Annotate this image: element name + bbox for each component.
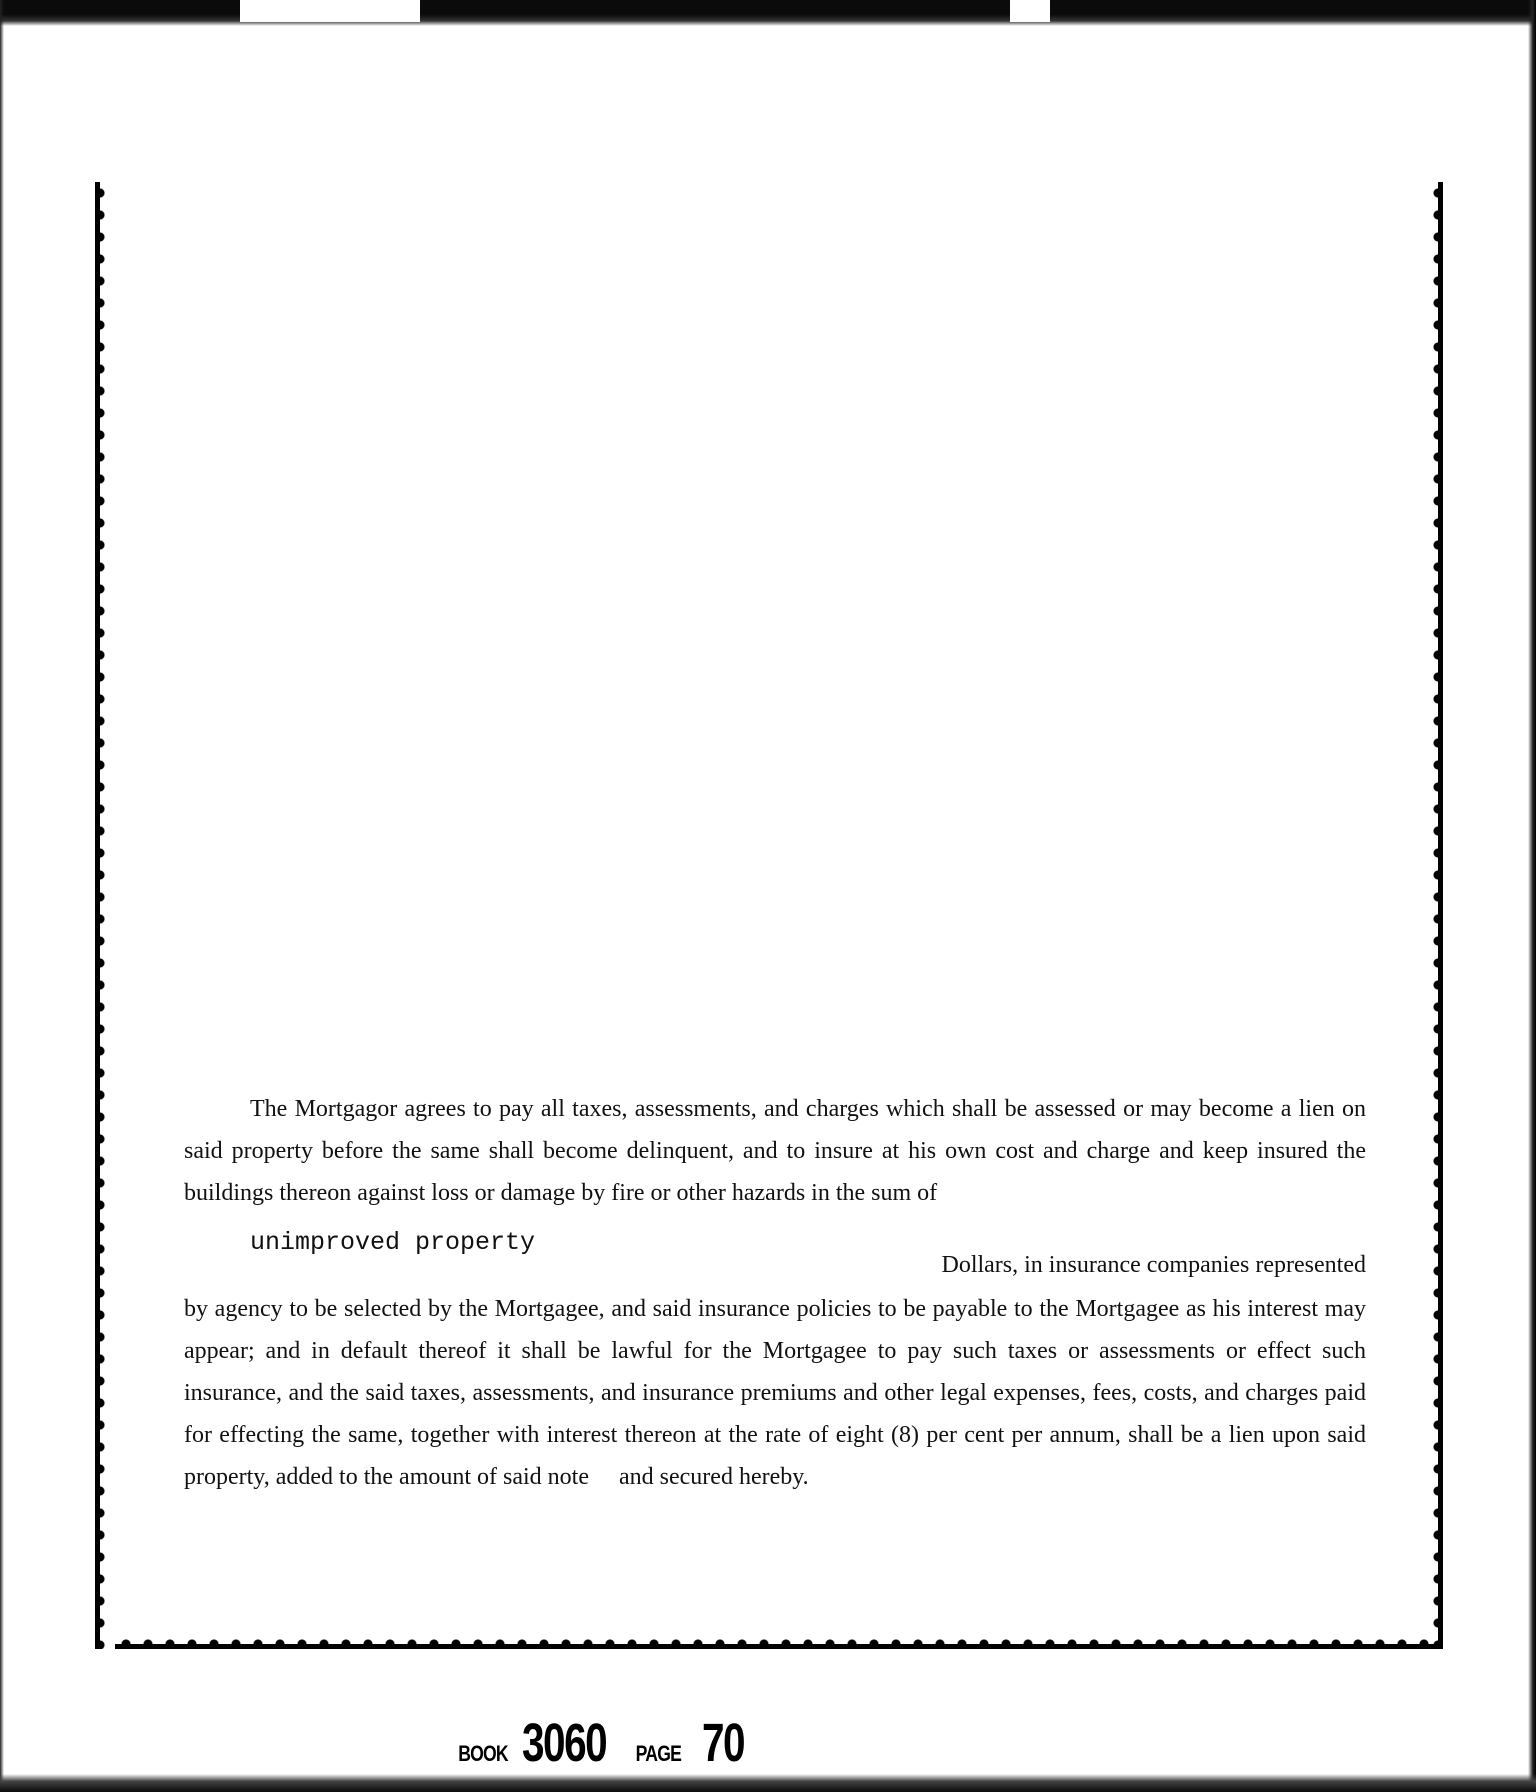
border-left xyxy=(95,182,111,1649)
insurance-paragraph xyxy=(184,1288,1366,1498)
scan-edge-top xyxy=(0,0,1536,26)
insurance-clause xyxy=(184,1088,1366,1498)
dollars-lead-text: Dollars, in insurance companies represented xyxy=(941,1252,1366,1278)
scan-edge-right xyxy=(1528,0,1536,1792)
book-number: 3060 xyxy=(522,1713,607,1773)
page-number: 70 xyxy=(701,1713,744,1773)
book-label: BOOK xyxy=(458,1741,508,1766)
insured-sum-fill-in: unimproved property xyxy=(250,1228,536,1257)
insurance-paragraph-end: and secured hereby. xyxy=(619,1464,809,1490)
scan-edge-left xyxy=(0,0,4,1792)
border-right xyxy=(1427,182,1443,1649)
recording-stamp xyxy=(452,1712,751,1778)
insurance-paragraph-text: by agency to be selected by the Mortgagee, and said insurance policies to be payable to the Mortgagee as his interest may appear; and in default thereof it shall be lawful for the Mortgagee to pay such taxes or assessments or effect such insurance, and the said taxes, assessments, and insurance premiums and other legal expenses, fees, costs, and charges paid for effecting the same, together with interest thereon at the rate of eight (8) per cent per annum, shall be a lien upon said property, added to the amount of said note xyxy=(184,1296,1366,1490)
border-bottom xyxy=(115,1633,1443,1649)
taxes-paragraph: The Mortgagor agrees to pay all taxes, assessments, and charges which shall be assessed or may become a lien on said property before the same shall become delinquent, and to insure at his own cost and charge and keep insured the buildings thereon against loss or damage by fire or other hazards in the sum of xyxy=(184,1096,1366,1206)
insured-sum-row xyxy=(184,1222,1366,1288)
page-label: PAGE xyxy=(635,1741,682,1766)
scan-edge-bottom xyxy=(0,1774,1536,1792)
